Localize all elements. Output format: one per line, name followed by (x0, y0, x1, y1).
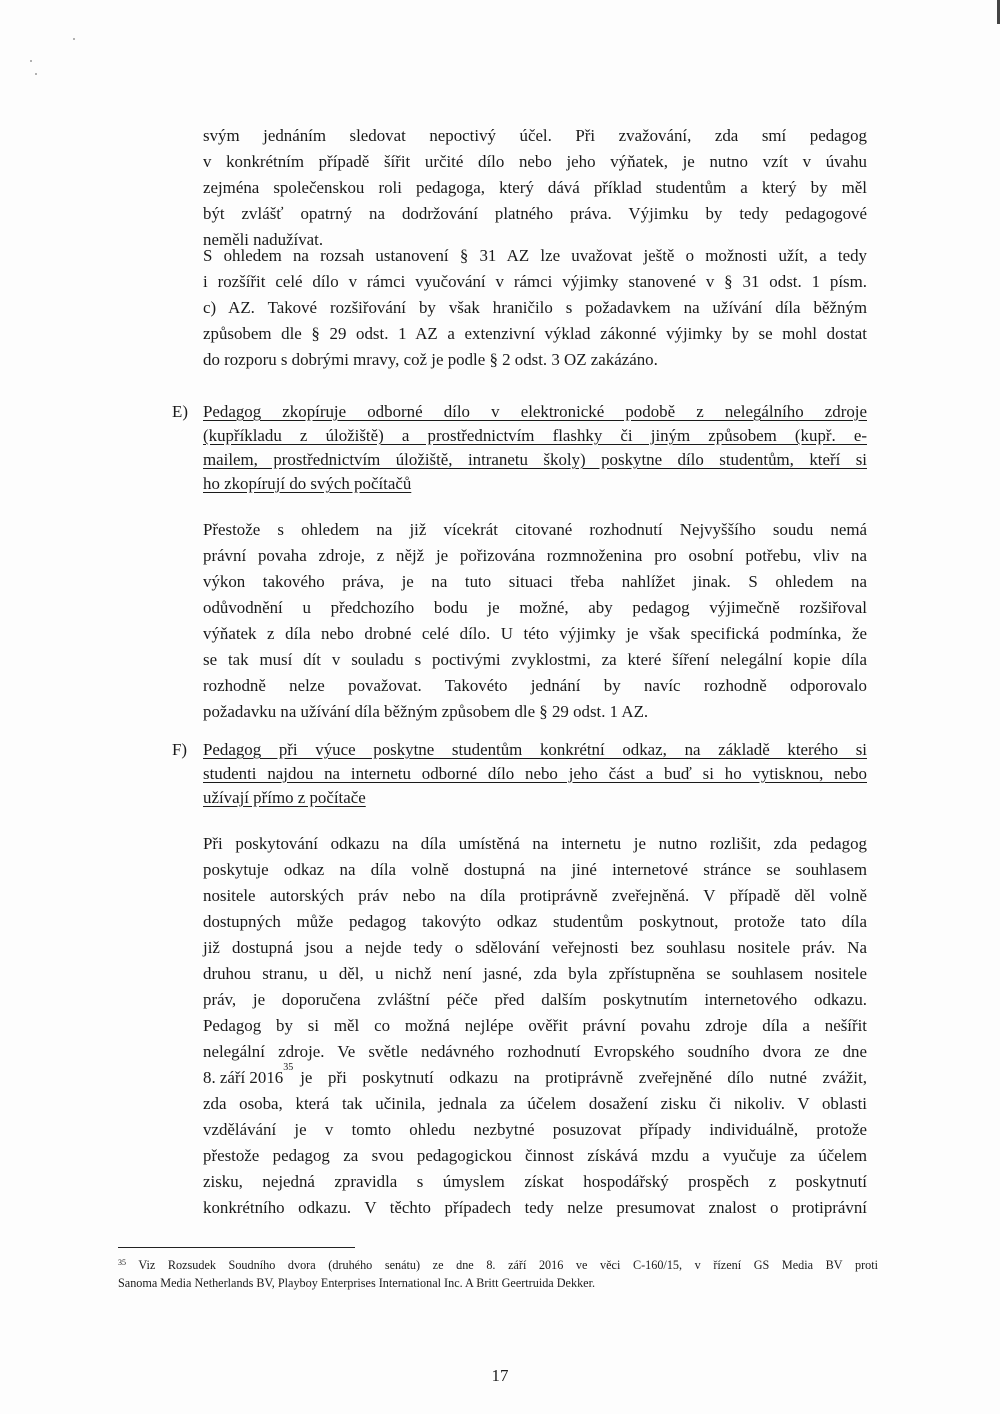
body-line: poskytuje odkaz na díla volně dostupná na jiné internetové stránce se souhlasem (203, 860, 867, 879)
body-line: zisku, nejedná zpravidla s úmyslem získat hospodářský prospěch z poskytnutí (203, 1172, 867, 1191)
footnote-text: Viz Rozsudek Soudního dvora (druhého senátu) ze dne 8. září 2016 ve věci C-160/15, v řízení GS Media BV proti (138, 1258, 879, 1272)
body-line-with-footnote-ref (203, 1062, 867, 1088)
body-line: svým jednáním sledovat nepoctivý účel. Při zvažování, zda smí pedagog (203, 126, 867, 145)
body-line: odůvodnění u předchozího bodu je možné, aby pedagog výjimečně rozšiřoval (203, 598, 867, 617)
body-line: v konkrétním případě šířit určité dílo nebo jeho výňatek, je nutno vzít v úvahu (203, 152, 867, 171)
section-heading-f: Pedagog při výuce poskytne studentům konkrétní odkaz, na základě kterého si (203, 740, 867, 759)
body-line: již dostupná jsou a nejde tedy o sdělování veřejnosti bez souhlasu nositele práv. Na (203, 938, 867, 957)
section-heading-e: (kupříkladu z úložiště) a prostřednictvím flashky či jiným způsobem (kupř. e- (203, 426, 867, 445)
body-line: práv, je doporučena zvláštní péče před dalším poskytnutím internetového odkazu. (203, 990, 867, 1009)
body-line: přestože pedagog za svou pedagogickou činnost získává mzdu a vyučuje za účelem (203, 1146, 867, 1165)
page-number: 17 (491, 1366, 509, 1385)
body-line: dostupných může pedagog takovýto odkaz studentům poskytnout, protože tato díla (203, 912, 867, 931)
body-line: konkrétního odkazu. V těchto případech tedy nelze presumovat znalost o protiprávní (203, 1198, 867, 1217)
scan-speck (30, 60, 32, 62)
section-heading-f: studenti najdou na internetu odborné dílo nebo jeho část a buď si ho vytisknou, nebo (203, 764, 867, 783)
body-line: Přestože s ohledem na již vícekrát citované rozhodnutí Nejvyššího soudu nemá (203, 520, 867, 539)
body-line: nositele autorských práv nebo na díla protiprávně zveřejněná. V případě děl volně (203, 886, 867, 905)
body-line: požadavku na užívání díla běžným způsobem dle § 29 odst. 1 AZ. (203, 702, 649, 721)
section-marker-e: E) (172, 402, 188, 421)
footnote-reference: 35 (283, 1062, 294, 1073)
footnote-line (118, 1257, 878, 1273)
body-line: výkon takového práva, je na tuto situaci třeba nahlížet jinak. S ohledem na (203, 572, 867, 591)
body-text: je při poskytnutí odkazu na protiprávně zveřejněné dílo nutné zvážit, (300, 1068, 867, 1087)
footnote-number: 35 (118, 1258, 126, 1267)
section-heading-f: užívají přímo z počítače (203, 788, 366, 807)
body-line: Pedagog by si měl co možná nejlépe ověřit právní povahu zdroje díla a nešířit (203, 1016, 867, 1035)
body-line: být zvlášť opatrný na dodržování platného práva. Výjimku by tedy pedagogové (203, 204, 867, 223)
body-line: i rozšířit celé dílo v rámci vyučování v rámci výjimky stanovené v § 31 odst. 1 písm. (203, 272, 867, 291)
body-line: vzdělávání je v tomto ohledu nezbytné posuzovat případy individuálně, protože (203, 1120, 867, 1139)
scan-speck (35, 73, 37, 75)
body-line: zda osoba, která tak učinila, jednala za účelem dosažení zisku či nikoliv. V oblasti (203, 1094, 867, 1113)
section-heading-e: ho zkopírují do svých počítačů (203, 474, 412, 493)
section-heading-e: Pedagog zkopíruje odborné dílo v elektronické podobě z nelegálního zdroje (203, 402, 867, 421)
body-line: zejména společenskou roli pedagoga, který dává příklad studentům a který by měl (203, 178, 867, 197)
body-line: výňatek z díla nebo drobné celé dílo. U této výjimky je však specifická podmínka, že (203, 624, 867, 643)
body-line: druhou stranu, u děl, u nichž není jasné, zda byla zpřístupněna se souhlasem nositele (203, 964, 867, 983)
body-line: rozhodně nelze považovat. Takovéto jednání by navíc rozhodně odporovalo (203, 676, 867, 695)
footnote-separator (118, 1247, 355, 1248)
body-line: právní povaha zdroje, z nějž je pořizována rozmnoženina pro osobní potřebu, vliv na (203, 546, 867, 565)
body-line: do rozporu s dobrými mravy, což je podle § 2 odst. 3 OZ zakázáno. (203, 350, 658, 369)
section-heading-e: mailem, prostřednictvím úložiště, intranetu školy) poskytne dílo studentům, kteří si (203, 450, 867, 469)
footnote-line: Sanoma Media Netherlands BV, Playboy Enterprises International Inc. A Britt Geertruida Dekker. (118, 1276, 595, 1290)
body-line: S ohledem na rozsah ustanovení § 31 AZ lze uvažovat ještě o možnosti užít, a tedy (203, 246, 867, 265)
body-line: Při poskytování odkazu na díla umístěná na internetu je nutno rozlišit, zda pedagog (203, 834, 867, 853)
body-line: se tak musí dít v souladu s poctivými zvyklostmi, za které šíření nelegální kopie díla (203, 650, 867, 669)
body-text: 8. září 2016 (203, 1068, 284, 1087)
body-line: způsobem dle § 29 odst. 1 AZ a extenzivní výklad zákonné výjimky by se mohl dostat (203, 324, 867, 343)
body-line: c) AZ. Takové rozšiřování by však hraničilo s požadavkem na užívání díla běžným (203, 298, 867, 317)
body-line: nelegální zdroje. Ve světle nedávného rozhodnutí Evropského soudního dvora ze dne (203, 1042, 867, 1061)
section-marker-f: F) (172, 740, 188, 759)
scan-speck (73, 38, 75, 40)
body-line: neměli nadužívat. (203, 230, 324, 249)
